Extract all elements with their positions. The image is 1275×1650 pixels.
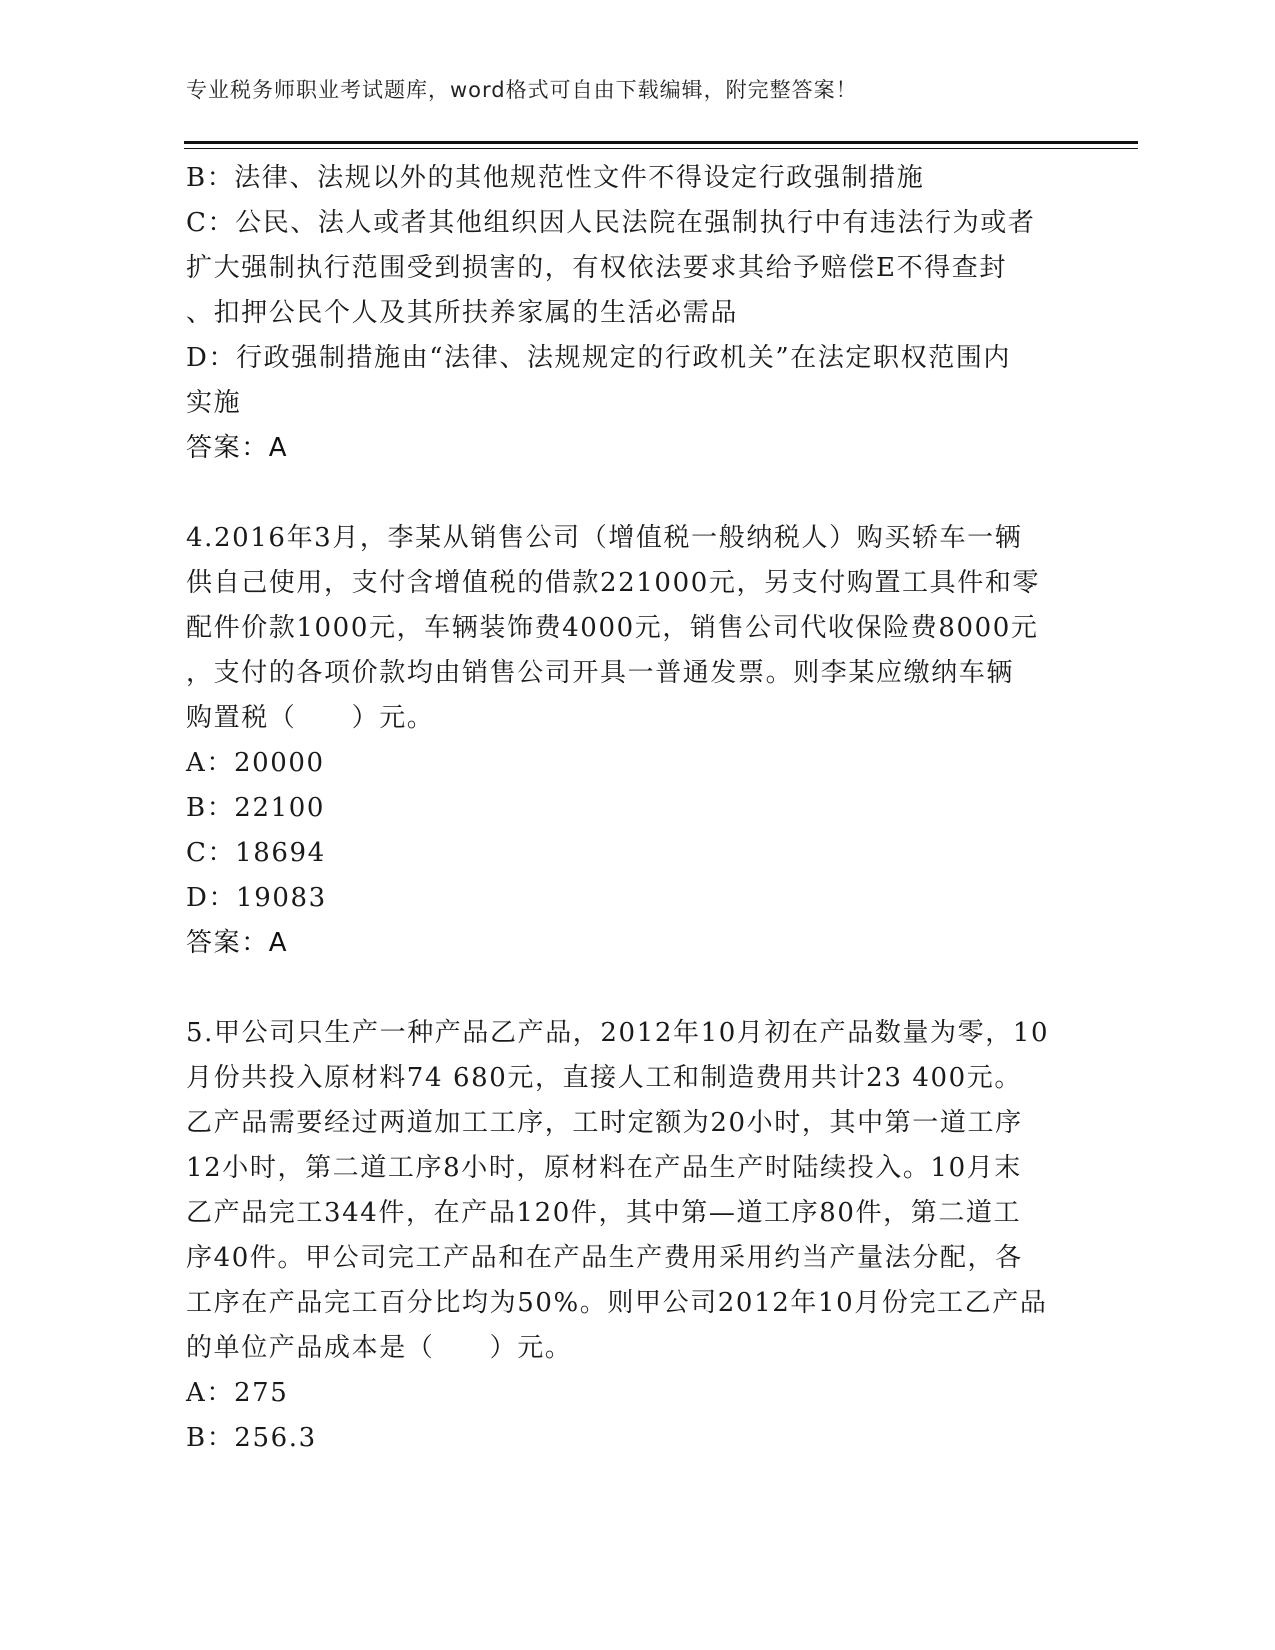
q5-stem-line-4: 12小时，第二道工序8小时，原材料在产品生产时陆续投入。10月末	[186, 1153, 1022, 1183]
page-header: 专业税务师职业考试题库，word格式可自由下载编辑，附完整答案！	[186, 78, 858, 102]
q4-stem-line-4: ，支付的各项价款均由销售公司开具一普通发票。则李某应缴纳车辆	[186, 658, 1015, 688]
q5-option-a: A：275	[186, 1378, 289, 1408]
document-body	[186, 156, 1086, 1461]
header-divider-thin	[184, 148, 1138, 149]
q3-option-d-line-2: 实施	[186, 388, 242, 418]
q4-stem-line-2: 供自己使用，支付含增值税的借款221000元，另支付购置工具件和零	[186, 568, 1041, 598]
question-3	[186, 156, 1086, 471]
question-4	[186, 516, 1086, 966]
q5-option-b: B：256.3	[186, 1423, 317, 1453]
q4-option-c: C：18694	[186, 838, 326, 868]
q3-option-b: B：法律、法规以外的其他规范性文件不得设定行政强制措施	[186, 163, 925, 193]
q5-stem-line-5: 乙产品完工344件，在产品120件，其中第—道工序80件，第二道工	[186, 1198, 1022, 1228]
spacer	[186, 966, 1086, 1011]
q3-option-c-line-1: C：公民、法人或者其他组织因人民法院在强制执行中有违法行为或者	[186, 208, 1036, 238]
q4-option-b: B：22100	[186, 793, 326, 823]
spacer	[186, 471, 1086, 516]
q4-stem-line-1: 4.2016年3月，李某从销售公司（增值税一般纳税人）购买轿车一辆	[186, 523, 1023, 553]
q3-option-d-line-1: D：行政强制措施由“法律、法规规定的行政机关”在法定职权范围内	[186, 343, 1012, 373]
q4-option-a: A：20000	[186, 748, 325, 778]
q5-stem-line-1: 5.甲公司只生产一种产品乙产品，2012年10月初在产品数量为零，10	[186, 1018, 1050, 1048]
q5-stem-line-2: 月份共投入原材料74 680元，直接人工和制造费用共计23 400元。	[186, 1063, 1022, 1093]
q4-stem-line-5: 购置税（ ）元。	[186, 703, 435, 733]
q3-answer: 答案：A	[186, 433, 289, 463]
header-divider-thick	[184, 141, 1138, 144]
q4-stem-line-3: 配件价款1000元，车辆装饰费4000元，销售公司代收保险费8000元	[186, 613, 1039, 643]
q5-stem-line-3: 乙产品需要经过两道加工工序，工时定额为20小时，其中第一道工序	[186, 1108, 1023, 1138]
q3-option-c-line-3: 、扣押公民个人及其所扶养家属的生活必需品	[186, 298, 739, 328]
q4-answer: 答案：A	[186, 928, 289, 958]
q3-option-c-line-2: 扩大强制执行范围受到损害的，有权依法要求其给予赔偿E不得查封	[186, 253, 1007, 283]
question-5	[186, 1011, 1086, 1461]
q4-option-d: D：19083	[186, 883, 327, 913]
q5-stem-line-7: 工序在产品完工百分比均为50%。则甲公司2012年10月份完工乙产品	[186, 1288, 1048, 1318]
q5-stem-line-8: 的单位产品成本是（ ）元。	[186, 1333, 573, 1363]
q5-stem-line-6: 序40件。甲公司完工产品和在产品生产费用采用约当产量法分配，各	[186, 1243, 1023, 1273]
